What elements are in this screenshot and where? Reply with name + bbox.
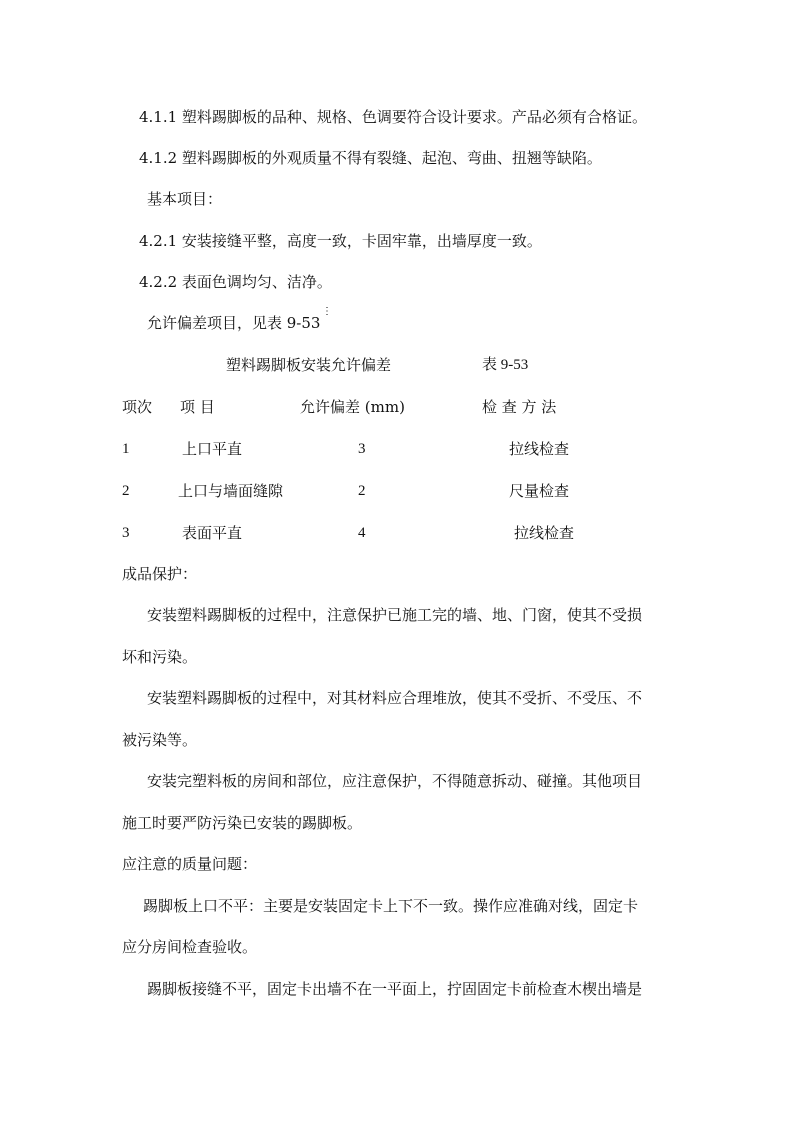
protection-para-3-line-1: 安装完塑料板的房间和部位，应注意保护，不得随意拆动、碰撞。其他项目 [147,772,643,790]
tolerance-intro: 允许偏差项目，见表 9-53 [147,314,321,332]
row-item: 上口平直 [182,440,243,458]
row-no: 1 [122,441,130,457]
header-tolerance: 允许偏差 (mm) [300,398,405,416]
table-number: 表 9-53 [482,357,529,373]
quality-item-4-1-2: 4.1.2 塑料踢脚板的外观质量不得有裂缝、起泡、弯曲、扭翘等缺陷。 [139,149,602,167]
protection-para-1-line-1: 安装塑料踢脚板的过程中，注意保护已施工完的墙、地、门窗，使其不受损 [147,606,643,624]
header-item-no: 项次 [122,398,153,416]
protection-para-1-line-2: 坏和污染。 [122,648,198,666]
protection-para-2-line-1: 安装塑料踢脚板的过程中，对其材料应合理堆放，使其不受折、不受压、不 [147,689,643,707]
protection-heading: 成品保护： [122,565,198,583]
row-method: 拉线检查 [509,440,570,458]
issues-para-1-line-2: 应分房间检查验收。 [122,938,258,956]
tolerance-intro-mark: ⋮ [322,306,332,317]
table-caption: 塑料踢脚板安装允许偏差 [226,356,392,374]
row-item: 上口与墙面缝隙 [178,482,284,500]
protection-para-3-line-2: 施工时要严防污染已安装的踢脚板。 [122,814,363,832]
header-method: 检 查 方 法 [482,398,557,416]
row-no: 3 [122,525,130,541]
row-tolerance: 3 [358,441,366,457]
row-item: 表面平直 [182,524,243,542]
row-method: 拉线检查 [514,524,575,542]
row-no: 2 [122,483,130,499]
quality-item-4-1-1: 4.1.1 塑料踢脚板的品种、规格、色调要符合设计要求。产品必须有合格证。 [139,108,647,126]
row-method: 尺量检查 [509,482,570,500]
header-item: 项 目 [180,398,215,416]
basic-item-4-2-2: 4.2.2 表面色调均匀、洁净。 [139,273,332,291]
issues-para-2-line-1: 踢脚板接缝不平，固定卡出墙不在一平面上，拧固固定卡前检查木楔出墙是 [147,980,643,998]
protection-para-2-line-2: 被污染等。 [122,731,198,749]
row-tolerance: 4 [358,525,366,541]
basic-item-4-2-1: 4.2.1 安装接缝平整，高度一致，卡固牢靠，出墙厚度一致。 [139,232,542,250]
row-tolerance: 2 [358,483,366,499]
issues-para-1-line-1: 踢脚板上口不平：主要是安装固定卡上下不一致。操作应准确对线，固定卡 [143,897,639,915]
issues-heading: 应注意的质量问题： [122,855,258,873]
basic-items-heading: 基本项目： [147,190,223,208]
